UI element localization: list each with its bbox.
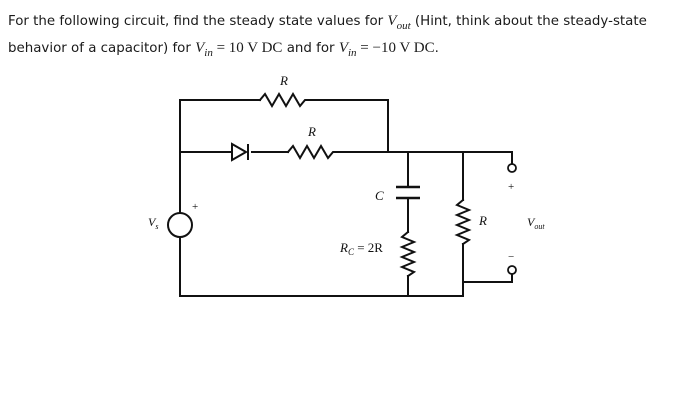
diode — [232, 144, 248, 160]
resistor-diode — [288, 124, 340, 158]
wires — [180, 100, 515, 296]
vin-symbol-2: $V_{in}$ — [338, 40, 357, 59]
capacitor-label: C — [375, 188, 384, 203]
vout-label: $V_{out}$ — [527, 215, 545, 231]
rc-label: $R_C = 2R$ — [340, 240, 383, 257]
capacitor — [375, 187, 420, 203]
question-text-4: . — [434, 41, 439, 56]
vout-symbol: $V_{out}$ — [387, 13, 411, 32]
vin-symbol-1: $V_{in}$ — [195, 40, 213, 59]
resistor-rc — [339, 232, 414, 276]
load-resistor-label: R — [479, 213, 487, 228]
output-minus: − — [508, 251, 515, 263]
resistor-diode-label: R — [308, 124, 316, 139]
resistor-top — [260, 73, 310, 106]
vin-value-1: = 10 V DC — [212, 40, 283, 56]
resistor-top-label: R — [280, 73, 288, 88]
question-text-1: For the following circuit, find the steady state values for — [8, 14, 388, 29]
output-terminals — [508, 164, 545, 274]
source-label: $V_s$ — [148, 215, 159, 231]
question-text-2: (Hint, think about the steady-state behavior of a capacitor) for — [8, 14, 647, 56]
output-plus: + — [508, 181, 515, 193]
resistor-load — [457, 200, 487, 244]
vin-value-2: = −10 V DC — [356, 40, 435, 56]
question-text-3: and for — [282, 41, 339, 56]
source-plus: + — [192, 201, 199, 213]
voltage-source — [148, 201, 198, 237]
